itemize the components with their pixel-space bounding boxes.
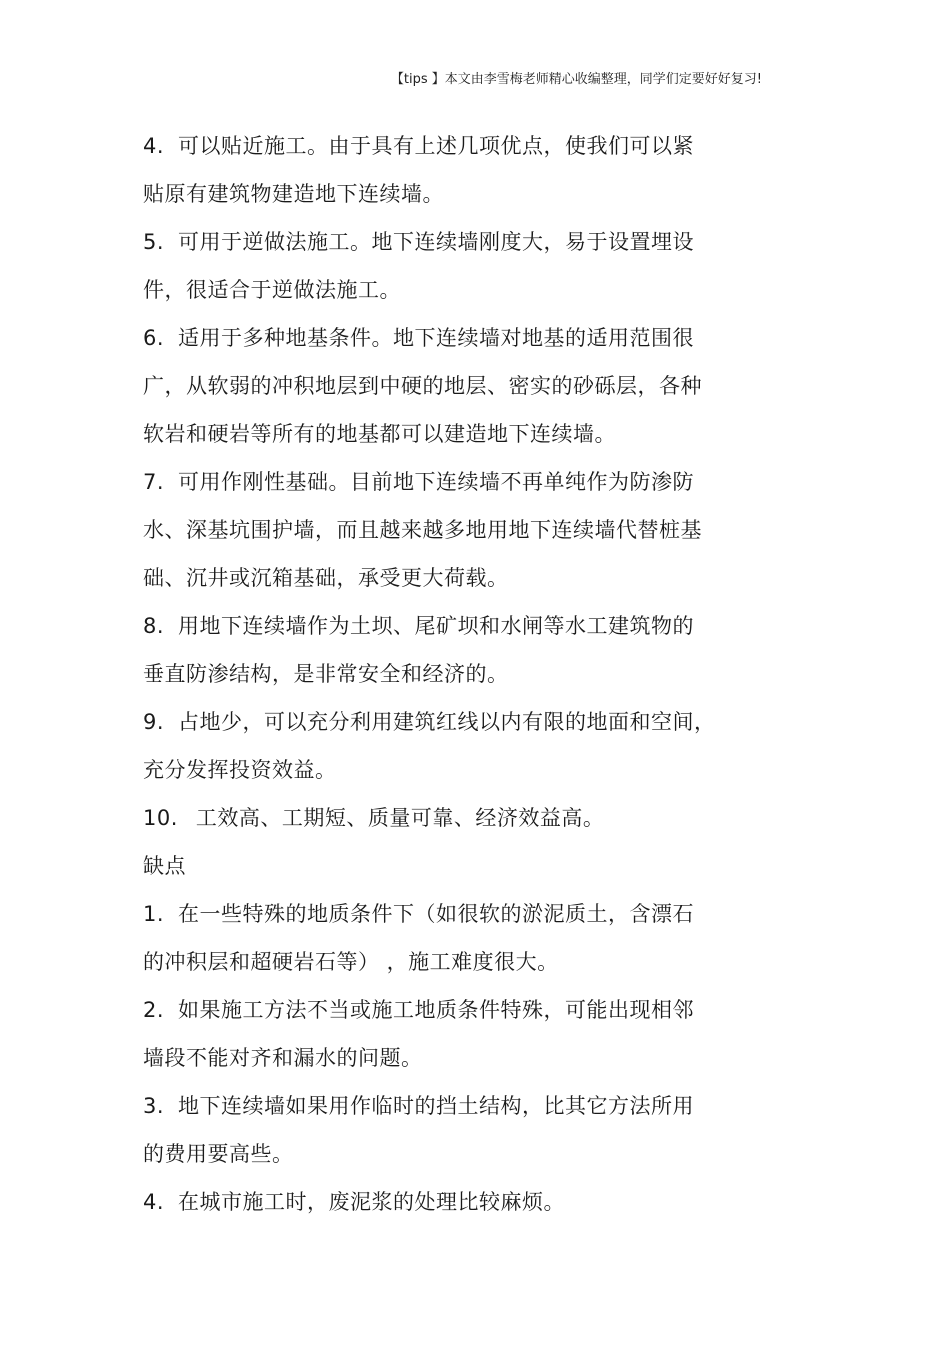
text-line	[143, 1178, 743, 1226]
text-line	[143, 266, 743, 314]
item-number: 7.	[143, 470, 165, 494]
text-line	[143, 938, 743, 986]
line-text: 件，很适合于逆做法施工。	[143, 278, 401, 302]
item-number: 4.	[143, 1190, 165, 1214]
line-text: 水、深基坑围护墙，而且越来越多地用地下连续墙代替桩基	[143, 518, 702, 542]
header-note: 【tips 】本文由李雪梅老师精心收编整理，同学们定要好好复习!	[390, 72, 762, 87]
item-number: 5.	[143, 230, 165, 254]
text-line	[143, 122, 743, 170]
item-number: 3.	[143, 1094, 165, 1118]
item-number: 9.	[143, 710, 165, 734]
text-line	[143, 986, 743, 1034]
line-text: 工效高、工期短、质量可靠、经济效益高。	[195, 806, 605, 830]
line-text: 广，从软弱的冲积地层到中硬的地层、密实的砂砾层，各种	[143, 374, 702, 398]
line-text: 用地下连续墙作为土坝、尾矿坝和水闸等水工建筑物的	[178, 614, 695, 638]
line-text: 在一些特殊的地质条件下（如很软的淤泥质土，含漂石	[178, 902, 695, 926]
text-line	[143, 410, 743, 458]
document-body	[143, 122, 743, 1226]
item-number: 6.	[143, 326, 165, 350]
line-text: 可用于逆做法施工。地下连续墙刚度大，易于设置埋设	[178, 230, 695, 254]
text-line	[143, 602, 743, 650]
text-line	[143, 746, 743, 794]
text-line	[143, 1082, 743, 1130]
text-line	[143, 698, 743, 746]
text-line	[143, 170, 743, 218]
line-text: 的冲积层和超硬岩石等） ，施工难度很大。	[143, 950, 559, 974]
text-line	[143, 890, 743, 938]
text-line	[143, 650, 743, 698]
text-line	[143, 314, 743, 362]
item-number: 8.	[143, 614, 165, 638]
line-text: 软岩和硬岩等所有的地基都可以建造地下连续墙。	[143, 422, 616, 446]
line-text: 适用于多种地基条件。地下连续墙对地基的适用范围很	[178, 326, 695, 350]
text-line	[143, 506, 743, 554]
item-number: 4.	[143, 134, 165, 158]
section-heading	[143, 842, 743, 890]
item-number: 1.	[143, 902, 165, 926]
line-text: 础、沉井或沉箱基础，承受更大荷载。	[143, 566, 509, 590]
line-text: 地下连续墙如果用作临时的挡土结构，比其它方法所用	[178, 1094, 695, 1118]
text-line	[143, 218, 743, 266]
line-text: 可用作刚性基础。目前地下连续墙不再单纯作为防渗防	[178, 470, 695, 494]
text-line	[143, 1034, 743, 1082]
text-line	[143, 1130, 743, 1178]
item-number: 10.	[143, 806, 178, 830]
line-text: 的费用要高些。	[143, 1142, 294, 1166]
line-text: 占地少，可以充分利用建筑红线以内有限的地面和空间，	[178, 710, 716, 734]
item-number: 2.	[143, 998, 165, 1022]
line-text: 充分发挥投资效益。	[143, 758, 337, 782]
line-text: 缺点	[143, 854, 186, 878]
line-text: 墙段不能对齐和漏水的问题。	[143, 1046, 423, 1070]
line-text: 如果施工方法不当或施工地质条件特殊，可能出现相邻	[178, 998, 695, 1022]
line-text: 可以贴近施工。由于具有上述几项优点，使我们可以紧	[178, 134, 695, 158]
text-line	[143, 554, 743, 602]
line-text: 在城市施工时，废泥浆的处理比较麻烦。	[178, 1190, 566, 1214]
line-text: 垂直防渗结构，是非常安全和经济的。	[143, 662, 509, 686]
line-text: 贴原有建筑物建造地下连续墙。	[143, 182, 444, 206]
text-line	[143, 362, 743, 410]
text-line	[143, 794, 743, 842]
text-line	[143, 458, 743, 506]
